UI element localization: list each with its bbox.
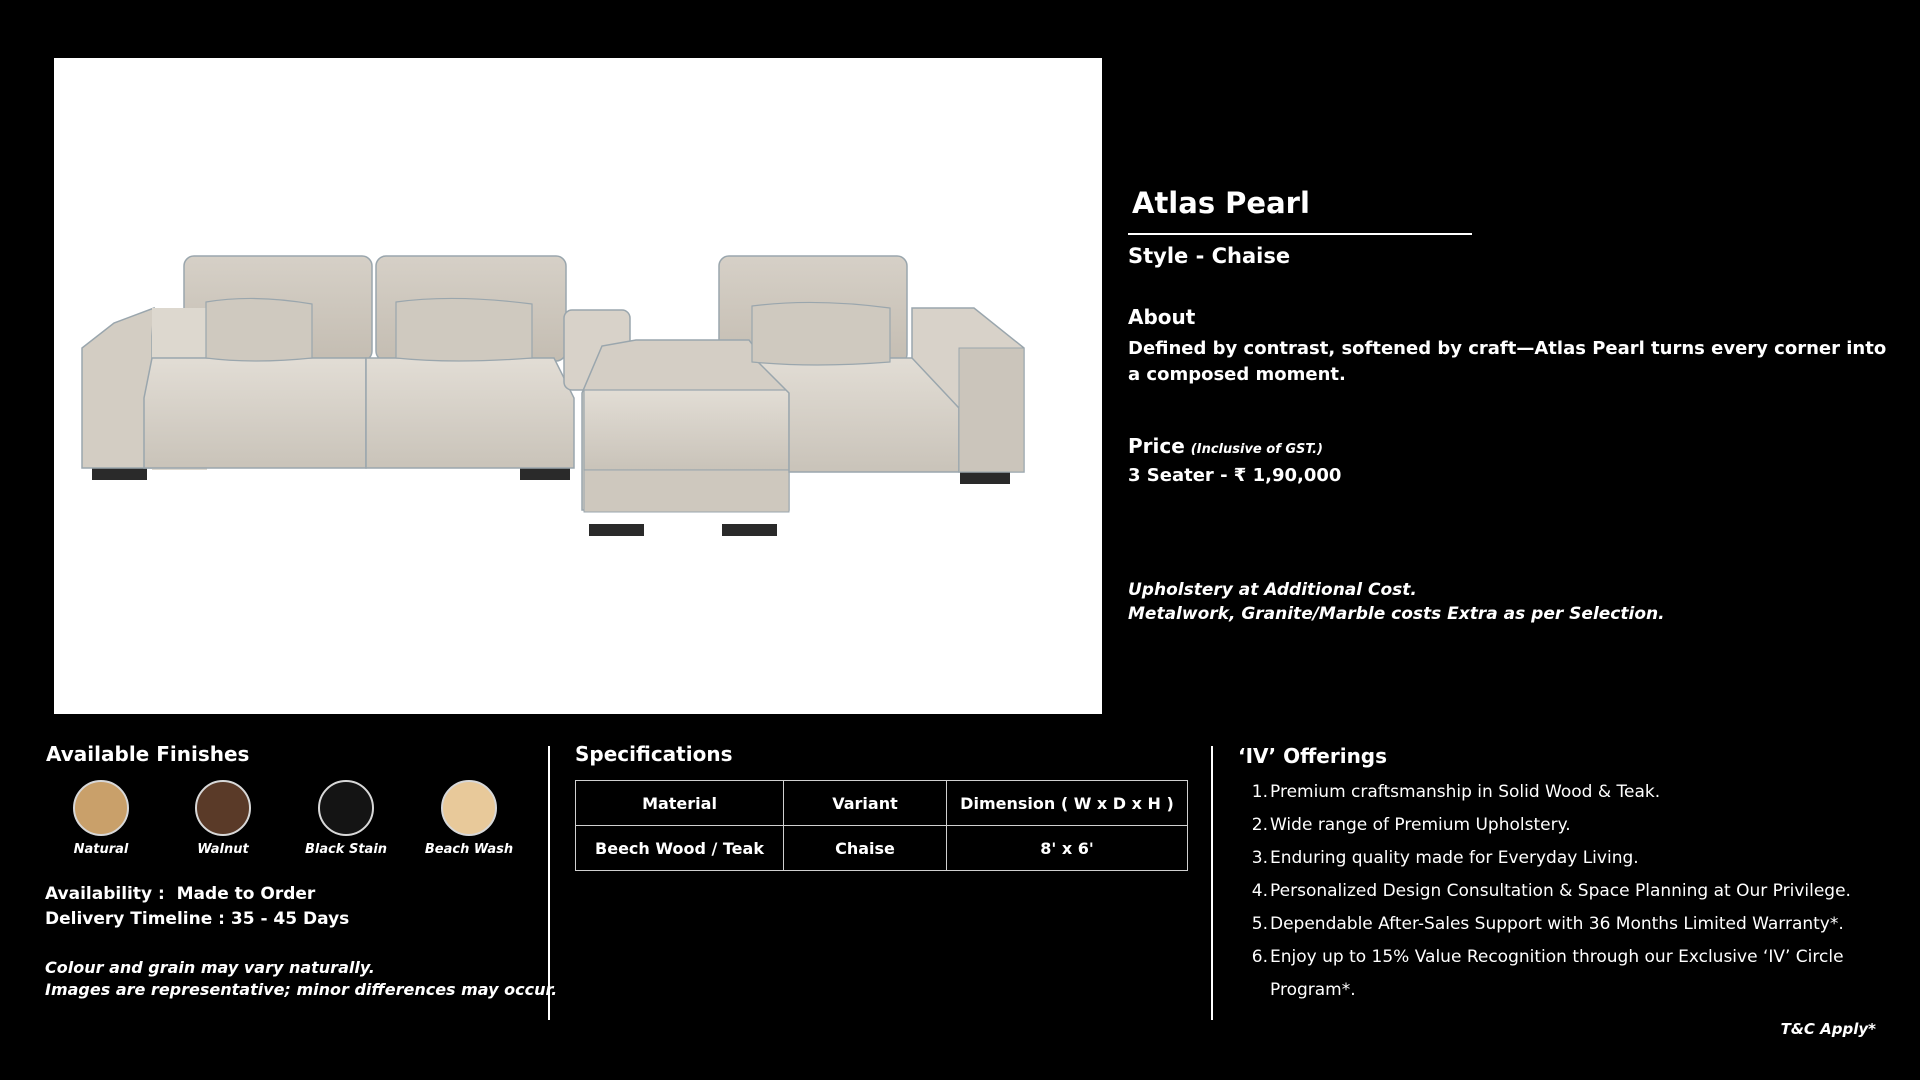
delivery-timeline: Delivery Timeline : 35 - 45 Days bbox=[45, 909, 350, 929]
divider bbox=[1211, 746, 1213, 1020]
list-text: Personalized Design Consultation & Space Planning at Our Privilege. bbox=[1270, 881, 1851, 901]
finish-beach-wash[interactable] bbox=[419, 780, 519, 857]
table-cell: Beech Wood / Teak bbox=[576, 826, 784, 871]
price-row bbox=[1128, 434, 1323, 458]
table-cell: 8' x 6' bbox=[947, 826, 1188, 871]
price-heading: Price bbox=[1128, 434, 1185, 458]
product-name: Atlas Pearl bbox=[1132, 186, 1310, 220]
title-underline bbox=[1128, 233, 1472, 235]
about-heading: About bbox=[1128, 305, 1196, 329]
product-image bbox=[54, 58, 1102, 714]
disclaimer: Colour and grain may vary naturally. bbox=[45, 958, 375, 977]
list-text: Wide range of Premium Upholstery. bbox=[1270, 815, 1571, 835]
product-style: Style - Chaise bbox=[1128, 244, 1291, 268]
swatch-label: Natural bbox=[73, 842, 129, 857]
specifications-table bbox=[575, 780, 1188, 871]
specifications-heading: Specifications bbox=[575, 742, 733, 766]
table-header: Variant bbox=[784, 781, 947, 826]
swatch-label: Black Stain bbox=[304, 842, 388, 857]
list-number: 5. bbox=[1251, 914, 1268, 934]
list-number: 2. bbox=[1251, 815, 1268, 835]
list-number: 3. bbox=[1251, 848, 1268, 868]
terms-note: T&C Apply* bbox=[1780, 1020, 1876, 1038]
swatch-label: Beach Wash bbox=[424, 842, 514, 857]
list-text: Enduring quality made for Everyday Living. bbox=[1270, 848, 1639, 868]
price-note: (Inclusive of GST.) bbox=[1190, 442, 1323, 457]
table-header: Dimension ( W x D x H ) bbox=[947, 781, 1188, 826]
list-item bbox=[1238, 941, 1878, 1007]
price-value: 3 Seater - ₹ 1,90,000 bbox=[1128, 465, 1342, 486]
divider bbox=[548, 746, 550, 1020]
list-item bbox=[1238, 908, 1878, 941]
list-text: Enjoy up to 15% Value Recognition through our Exclusive ‘IV’ Circle Program*. bbox=[1270, 947, 1844, 1000]
table-header-row bbox=[576, 781, 1188, 826]
disclaimer: Images are representative; minor differences may occur. bbox=[45, 980, 558, 999]
about-text: Defined by contrast, softened by craft—Atlas Pearl turns every corner into a composed moment. bbox=[1128, 338, 1887, 385]
swatch-walnut bbox=[195, 780, 251, 836]
offerings-heading: ‘IV’ Offerings bbox=[1238, 744, 1388, 768]
swatch-label: Walnut bbox=[197, 842, 249, 857]
table-cell: Chaise bbox=[784, 826, 947, 871]
swatch-natural bbox=[73, 780, 129, 836]
swatch-black-stain bbox=[318, 780, 374, 836]
availability: Availability : Made to Order bbox=[45, 884, 316, 904]
list-item bbox=[1238, 776, 1878, 809]
list-item bbox=[1238, 842, 1878, 875]
list-number: 1. bbox=[1251, 782, 1268, 802]
finishes-heading: Available Finishes bbox=[46, 742, 250, 766]
finish-walnut[interactable] bbox=[173, 780, 273, 857]
list-item bbox=[1238, 875, 1878, 908]
sofa-illustration-icon bbox=[54, 58, 1102, 714]
table-row bbox=[576, 826, 1188, 871]
upholstery-note: Upholstery at Additional Cost. bbox=[1128, 580, 1417, 600]
list-text: Dependable After-Sales Support with 36 Months Limited Warranty*. bbox=[1270, 914, 1844, 934]
finish-natural[interactable] bbox=[51, 780, 151, 857]
list-text: Premium craftsmanship in Solid Wood & Teak. bbox=[1270, 782, 1661, 802]
list-item bbox=[1238, 809, 1878, 842]
offerings-list bbox=[1238, 776, 1878, 1007]
extras-note: Metalwork, Granite/Marble costs Extra as per Selection. bbox=[1128, 604, 1665, 624]
table-header: Material bbox=[576, 781, 784, 826]
swatch-beach-wash bbox=[441, 780, 497, 836]
list-number: 4. bbox=[1251, 881, 1268, 901]
finish-black-stain[interactable] bbox=[296, 780, 396, 857]
list-number: 6. bbox=[1251, 947, 1268, 967]
